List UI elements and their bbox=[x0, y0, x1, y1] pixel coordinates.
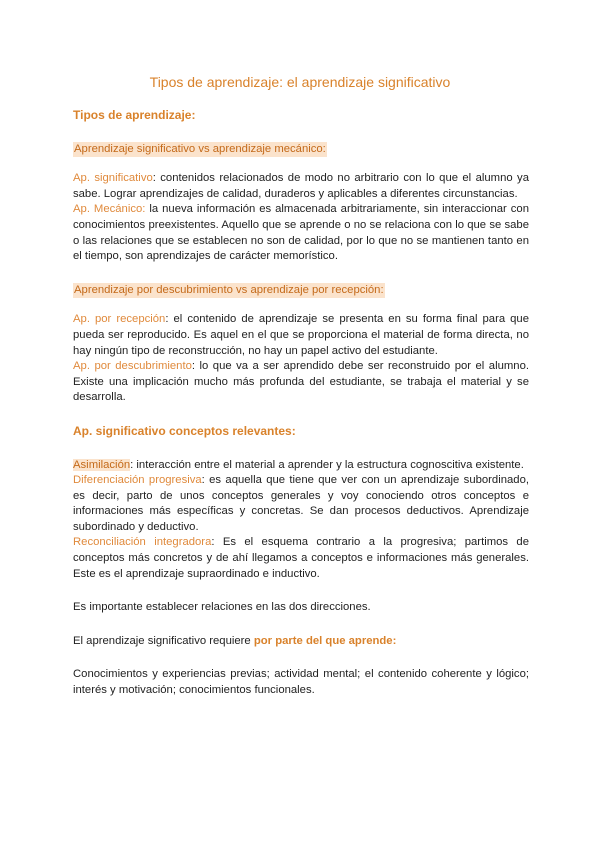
term-reconciliacion: Reconciliación integradora bbox=[73, 536, 212, 549]
paragraph-conocimientos: Conocimientos y experiencias previas; actividad mental; el contenido coherente y lógico; interés y motivación; conocimientos funcionales. bbox=[73, 668, 529, 697]
paragraph-ap-recepcion: Ap. por recepción: el contenido de aprendizaje se presenta en su forma final para que pueda ser reproducido. Es aquel en el que se proporciona el material de forma directa, no hay ningún tipo de reconstrucción, no hay un papel activo del estudiante. bbox=[73, 313, 530, 357]
section-heading-conceptos: Ap. significativo conceptos relevantes: bbox=[73, 423, 296, 438]
paragraph-ap-descubrimiento: Ap. por descubrimiento: lo que va a ser aprendido debe ser reconstruido por el alumno. Existe una implicación mucho más profunda del estudiante, se trabaja el material y se desarrolla. bbox=[73, 360, 529, 404]
document-body bbox=[73, 108, 529, 699]
paragraph-relaciones: Es importante establecer relaciones en las dos direcciones. bbox=[73, 601, 371, 614]
paragraph-ap-mecanico: Ap. Mecánico: la nueva información es almacenada arbitrariamente, sin interaccionar con conocimientos preexistentes. Aquello que se aprende o no se relaciona con lo que se sabe o las relaciones que se establecen no son de calidad, por lo que no se mantienen tanto en el tiempo, son aprendizajes de carácter memorístico. bbox=[73, 203, 529, 263]
page-title: Tipos de aprendizaje: el aprendizaje significativo bbox=[149, 74, 451, 90]
term-ap-significativo: Ap. significativo bbox=[73, 172, 153, 185]
term-ap-recepcion: Ap. por recepción bbox=[73, 313, 166, 326]
section-heading-tipos: Tipos de aprendizaje: bbox=[73, 108, 196, 122]
term-diferenciacion: Diferenciación progresiva bbox=[73, 474, 202, 487]
subheading-descubrimiento-recepcion: Aprendizaje por descubrimiento vs aprendizaje por recepción: bbox=[73, 283, 385, 299]
paragraph-asimilacion: Asimilación: interacción entre el material a aprender y la estructura cognoscitiva existente. bbox=[73, 458, 524, 471]
paragraph-reconciliacion: Reconciliación integradora: Es el esquema contrario a la progresiva; partimos de conceptos más concretos y de ahí llegamos a conceptos e informaciones más generales. Este es el aprendizaje supraordinado e inductivo. bbox=[73, 536, 529, 580]
emphasis-que-aprende: por parte del que aprende: bbox=[253, 634, 397, 647]
paragraph-ap-significativo: Ap. significativo: contenidos relacionados de modo no arbitrario con lo que el alumno ya sabe. Lograr aprendizajes de calidad, duraderos y aplicables a diferentes circunstancias. bbox=[73, 172, 529, 200]
term-ap-descubrimiento: Ap. por descubrimiento bbox=[73, 360, 192, 373]
subheading-significativo-mecanico: Aprendizaje significativo vs aprendizaje mecánico: bbox=[73, 142, 327, 158]
paragraph-requiere: El aprendizaje significativo requiere por parte del que aprende: bbox=[73, 634, 397, 647]
term-asimilacion: Asimilación bbox=[73, 458, 131, 471]
term-ap-mecanico: Ap. Mecánico: bbox=[73, 203, 146, 216]
paragraph-diferenciacion: Diferenciación progresiva: es aquella que tiene que ver con un aprendizaje subordinado, es decir, parto de unos conceptos generales y voy conociendo otros conceptos e informaciones más específicas y concretas. Se dan procesos deductivos. Aprendizaje subordinado y deductivo. bbox=[73, 474, 529, 533]
